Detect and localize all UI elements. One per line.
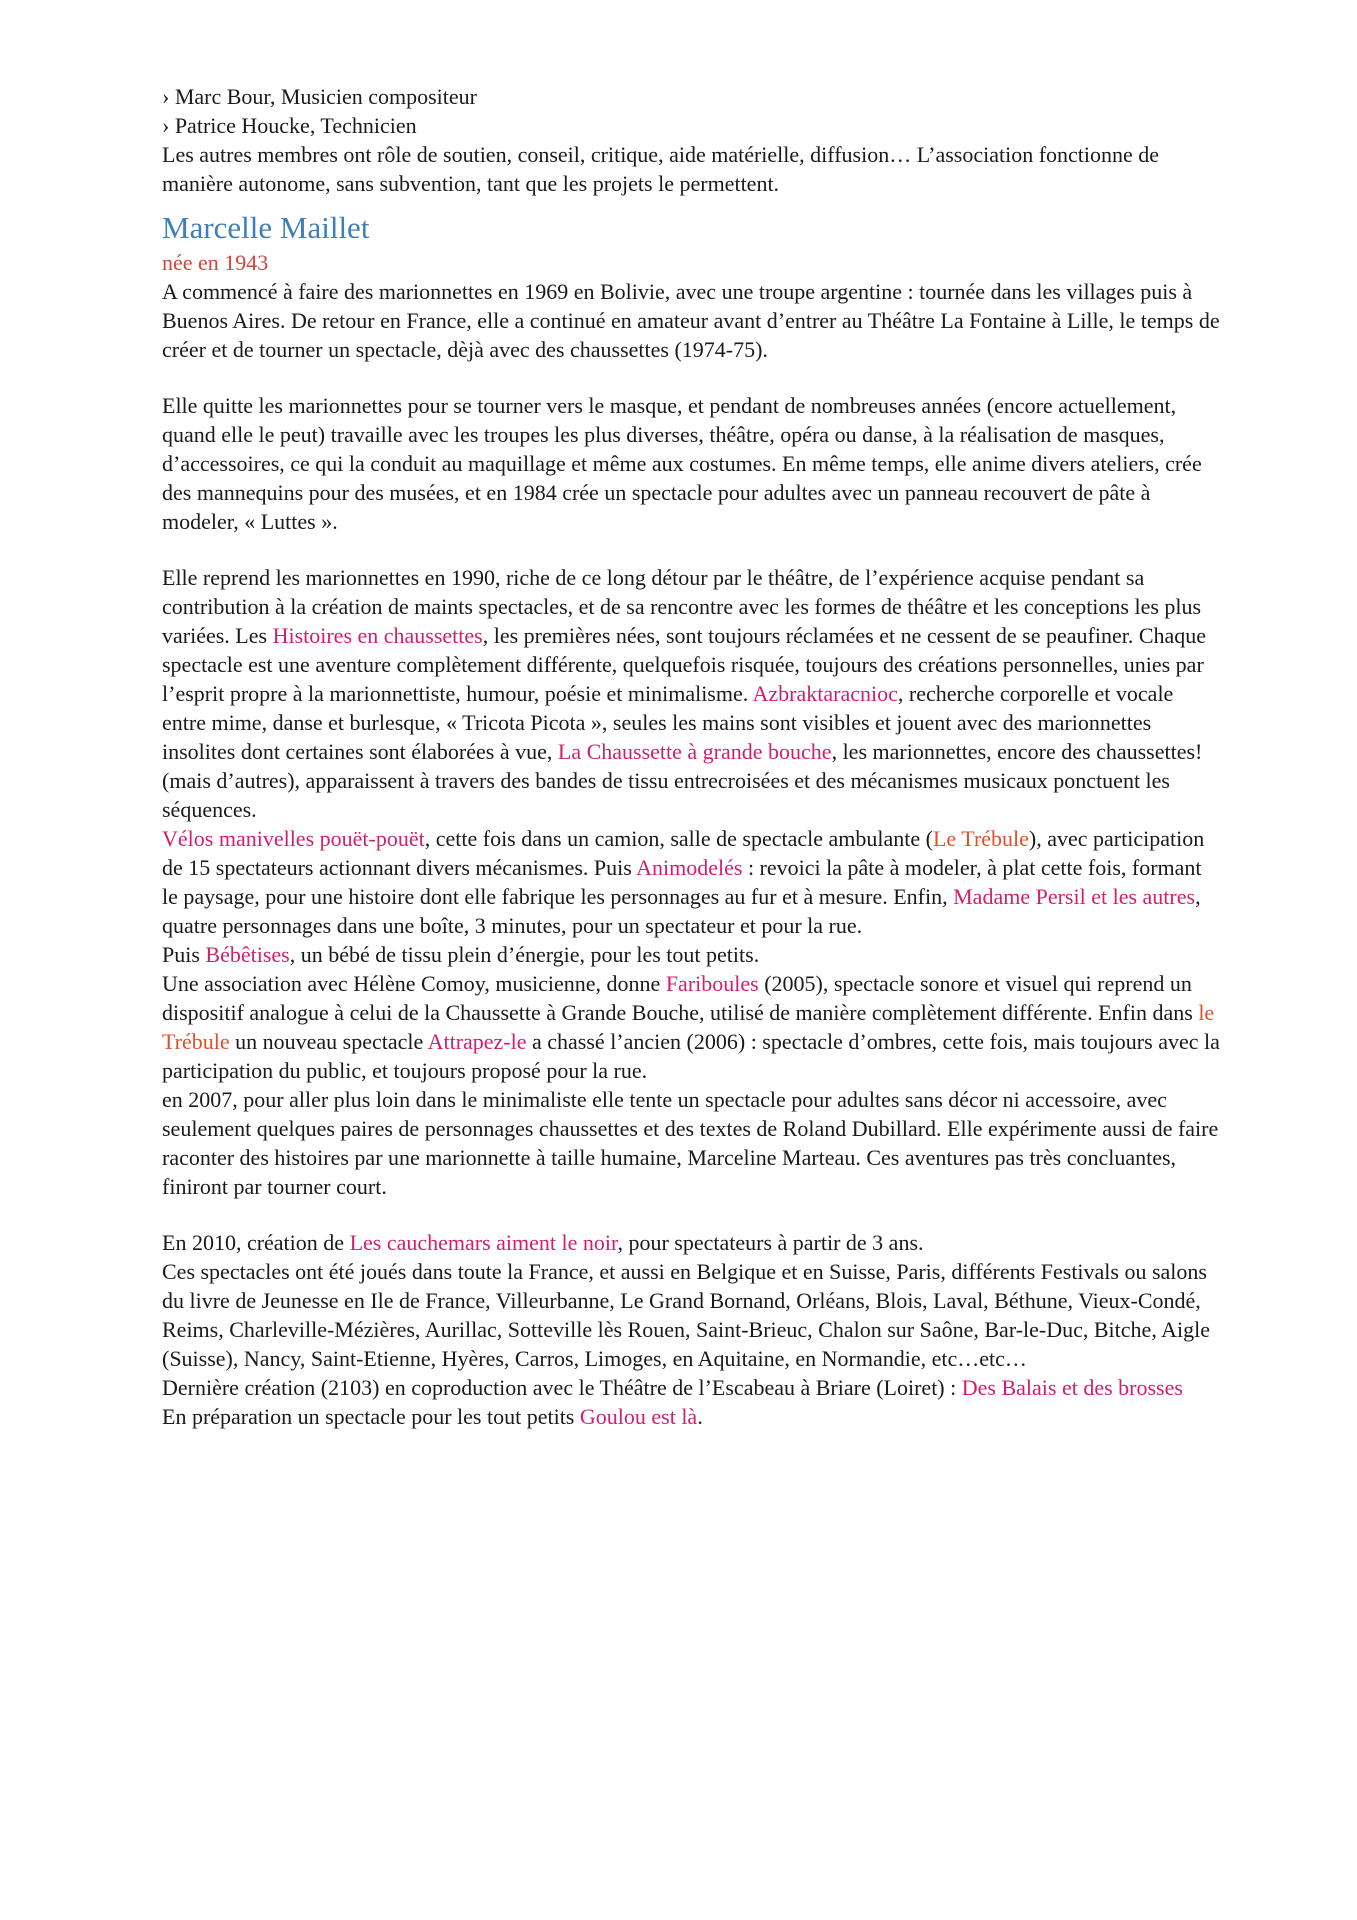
paragraph <box>162 1402 1222 1431</box>
member-item: › Marc Bour, Musicien compositeur <box>162 84 477 109</box>
text-run: ), avec participation de 15 spectateurs actionnant divers mécanismes. Puis <box>162 826 1205 880</box>
paragraph <box>162 1373 1222 1402</box>
show-link-histoires-en-chaussettes[interactable]: Histoires en chaussettes <box>272 623 483 648</box>
show-link-animodeles[interactable]: Animodelés <box>636 855 743 880</box>
paragraph <box>162 1228 1222 1257</box>
text-run: : revoici la pâte à modeler, à plat cette fois, formant le paysage, pour une histoire dont elle fabrique les personnages au fur et à mesure. Enfin, <box>162 855 1202 909</box>
text-run: Puis <box>162 942 206 967</box>
text-run: un nouveau spectacle <box>229 1029 428 1054</box>
member-item: › Patrice Houcke, Technicien <box>162 113 417 138</box>
text-run: . <box>697 1404 703 1429</box>
show-link-fariboules[interactable]: Fariboules <box>665 971 759 996</box>
show-link-velos-manivelles[interactable]: Vélos manivelles pouët-pouët <box>162 826 425 851</box>
text-run: a chassé l’ancien (2006) : spectacle d’ombres, cette fois, mais toujours avec la participation du public, et toujours proposé pour la rue. <box>162 1029 1220 1083</box>
text-run: , un bébé de tissu plein d’énergie, pour les tout petits. <box>289 942 760 967</box>
text-run: , pour spectateurs à partir de 3 ans. <box>617 1230 924 1255</box>
text-run: , recherche corporelle et vocale entre mime, danse et burlesque, « Tricota Picota », seules les mains sont visibles et jouent avec des marionnettes insolites dont certaines sont élaborées à vue, <box>162 681 1174 764</box>
section-heading: Marcelle Maillet <box>162 210 370 245</box>
show-link-le-trebule[interactable]: le Trébule <box>162 1000 1215 1054</box>
show-link-la-chaussette-a-grande-bouche[interactable]: La Chaussette à grande bouche <box>557 739 832 764</box>
text-run: Elle reprend les marionnettes en 1990, riche de ce long détour par le théâtre, de l’expérience acquise pendant sa contribution à la création de maints spectacles, et de sa rencontre avec les formes de théâtre et les conceptions les plus variées. Les <box>162 565 1202 648</box>
text-run: En préparation un spectacle pour les tout petits <box>162 1404 580 1429</box>
text-run: (2005), spectacle sonore et visuel qui reprend un dispositif analogue à celui de la Chaussette à Grande Bouche, utilisé de manière complètement différente. Enfin dans <box>162 971 1199 1025</box>
text-run: , les marionnettes, encore des chaussettes! (mais d’autres), apparaissent à travers des bandes de tissu entrecroisées et des mécanismes musicaux ponctuent les séquences. <box>162 739 1203 822</box>
text-run: Dernière création (2103) en coproduction avec le Théâtre de l’Escabeau à Briare (Loiret) : <box>162 1375 962 1400</box>
show-link-goulou-est-la[interactable]: Goulou est là <box>579 1404 698 1429</box>
paragraph: en 2007, pour aller plus loin dans le minimaliste elle tente un spectacle pour adultes sans décor ni accessoire, avec seulement quelques paires de personnages chaussettes et des textes de Roland Dubillard. Elle expérimente aussi de faire raconter des histoires par une marionnette à taille humaine, Marceline Marteau. Ces aventures pas très concluantes, finiront par tourner court. <box>162 1087 1219 1199</box>
text-run: , cette fois dans un camion, salle de spectacle ambulante ( <box>424 826 933 851</box>
paragraph: A commencé à faire des marionnettes en 1969 en Bolivie, avec une troupe argentine : tournée dans les villages puis à Buenos Aires. De retour en France, elle a continué en amateur avant d’entrer au Théâtre La Fontaine à Lille, le temps de créer et de tourner un spectacle, dèjà avec des chaussettes (1974-75). <box>162 279 1220 362</box>
birth-year: née en 1943 <box>162 250 269 275</box>
show-link-le-trebule[interactable]: Le Trébule <box>932 826 1029 851</box>
show-link-des-balais[interactable]: Des Balais et des brosses <box>961 1375 1183 1400</box>
show-link-attrapez-le[interactable]: Attrapez-le <box>427 1029 527 1054</box>
text-run: Une association avec Hélène Comoy, musicienne, donne <box>162 971 666 996</box>
show-link-azbraktaracnioc[interactable]: Azbraktaracnioc <box>752 681 898 706</box>
text-run: , les premières nées, sont toujours réclamées et ne cessent de se peaufiner. Chaque spectacle est une aventure complètement différente, quelquefois risquée, toujours des créations personnelles, unies par l’esprit propre à la marionnettiste, humour, poésie et minimalisme. <box>162 623 1207 706</box>
show-link-bebetises[interactable]: Bébêtises <box>205 942 290 967</box>
document-page <box>162 82 1222 1431</box>
association-text: Les autres membres ont rôle de soutien, conseil, critique, aide matérielle, diffusion… L’association fonctionne de manière autonome, sans subvention, tant que les projets le permettent. <box>162 142 1160 196</box>
paragraph <box>162 940 1222 969</box>
text-run: En 2010, création de <box>162 1230 350 1255</box>
paragraph <box>162 969 1222 1085</box>
text-run: , quatre personnages dans une boîte, 3 minutes, pour un spectateur et pour la rue. <box>162 884 1201 938</box>
paragraph: Elle quitte les marionnettes pour se tourner vers le masque, et pendant de nombreuses années (encore actuellement, quand elle le peut) travaille avec les troupes les plus diverses, théâtre, opéra ou danse, à la réalisation de masques, d’accessoires, ce qui la conduit au maquillage et même aux costumes. En même temps, elle anime divers ateliers, crée des mannequins pour des musées, et en 1984 crée un spectacle pour adultes avec un panneau recouvert de pâte à modeler, « Luttes ». <box>162 393 1202 534</box>
show-link-les-cauchemars[interactable]: Les cauchemars aiment le noir <box>349 1230 618 1255</box>
paragraph-gap <box>162 364 1222 391</box>
paragraph <box>162 563 1222 824</box>
paragraph: Ces spectacles ont été joués dans toute la France, et aussi en Belgique et en Suisse, Paris, différents Festivals ou salons du livre de Jeunesse en Ile de France, Villeurbanne, Le Grand Bornand, Orléans, Blois, Laval, Béthune, Vieux-Condé, Reims, Charleville-Mézières, Aurillac, Sotteville lès Rouen, Saint-Brieuc, Chalon sur Saône, Bar-le-Duc, Bitche, Aigle (Suisse), Nancy, Saint-Etienne, Hyères, Carros, Limoges, en Aquitaine, en Normandie, etc…etc… <box>162 1259 1210 1371</box>
paragraph <box>162 824 1222 940</box>
paragraph-gap <box>162 536 1222 563</box>
show-link-madame-persil[interactable]: Madame Persil et les autres <box>953 884 1196 909</box>
paragraph-gap <box>162 1201 1222 1228</box>
